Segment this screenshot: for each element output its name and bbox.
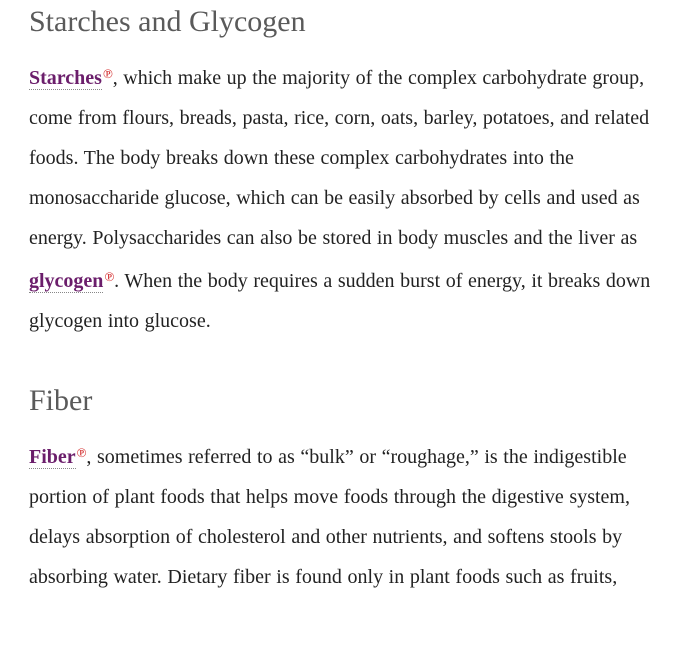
section-heading-fiber: Fiber bbox=[29, 384, 93, 417]
glossary-term-glycogen[interactable]: glycogen bbox=[29, 270, 104, 292]
glossary-icon[interactable]: ℗ bbox=[104, 270, 115, 285]
glossary-icon[interactable]: ℗ bbox=[102, 67, 113, 82]
article-content bbox=[29, 0, 659, 597]
paragraph-text: , which make up the majority of the complex carbohydrate group, come from flours, breads, pasta, rice, corn, oats, barley, potatoes, and related foods. The body breaks down these complex carbohydrates into the monosaccharide glucose, which can be easily absorbed by cells and used as energy. Polysaccharides can also be stored in body muscles and the liver as bbox=[29, 67, 650, 249]
paragraph-starches bbox=[29, 55, 659, 341]
section-heading-starches: Starches and Glycogen bbox=[29, 5, 306, 38]
glossary-term-fiber[interactable]: Fiber bbox=[29, 446, 76, 468]
paragraph-text: , sometimes referred to as “bulk” or “roughage,” is the indigestible portion of plant foods that helps move foods through the digestive system, delays absorption of cholesterol and other nutrients, and softens stools by absorbing water. Dietary fiber is found only in plant foods such as fruits, bbox=[29, 446, 630, 588]
glossary-icon[interactable]: ℗ bbox=[76, 446, 87, 461]
glossary-term-starches[interactable]: Starches bbox=[29, 67, 102, 89]
paragraph-fiber bbox=[29, 434, 659, 597]
paragraph-text: . When the body requires a sudden burst of energy, it breaks down glycogen into glucose. bbox=[29, 270, 651, 332]
